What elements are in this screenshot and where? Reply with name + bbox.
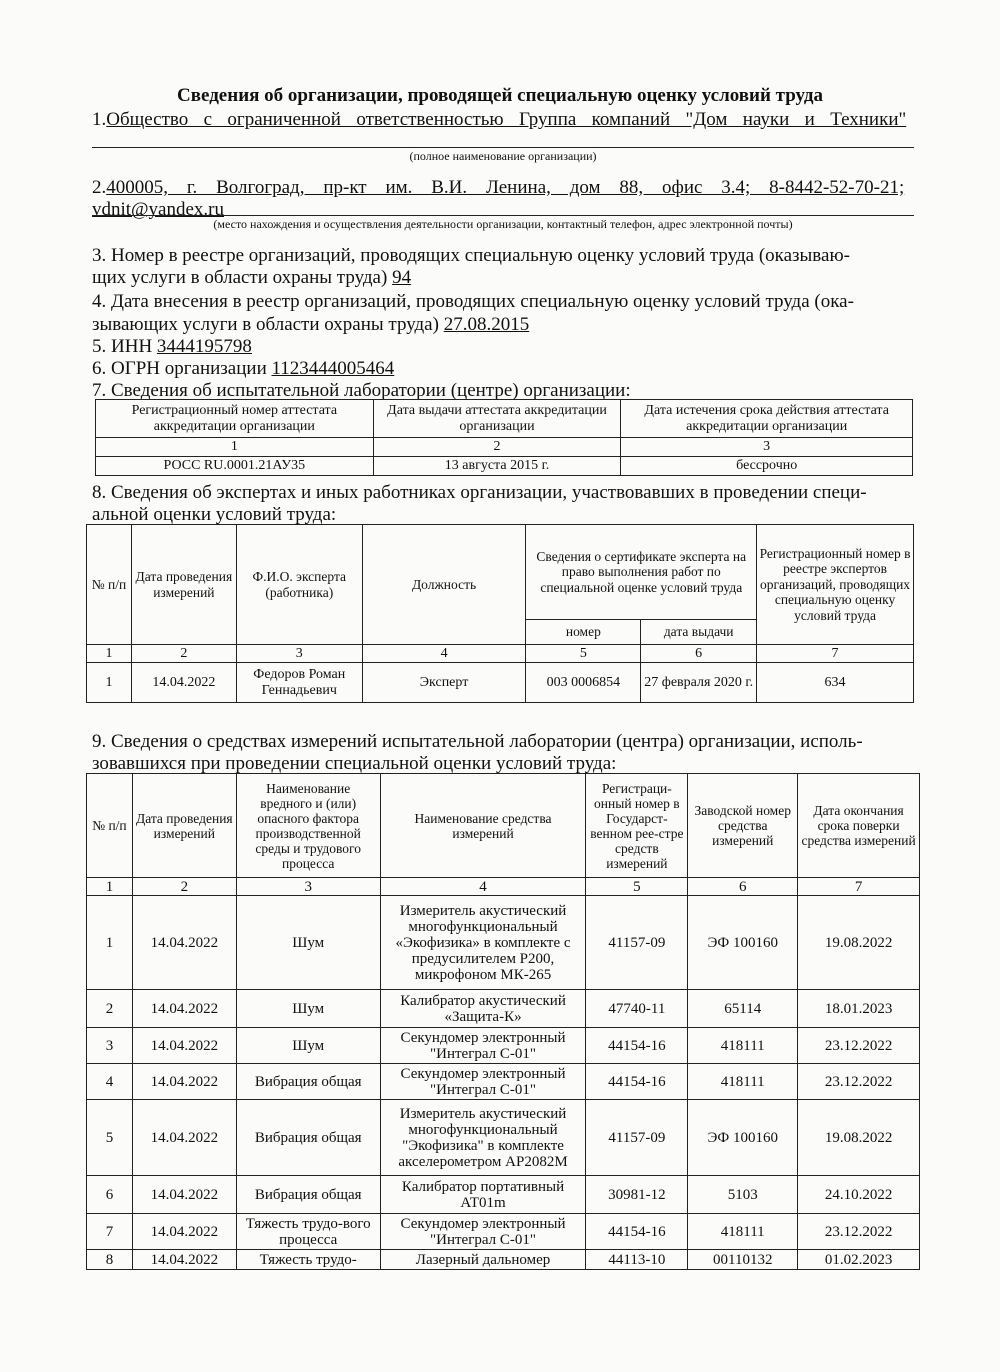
instr-cell: 47740-11 <box>586 990 688 1028</box>
instr-col-num: 6 <box>688 878 798 896</box>
expert-reg-number: 634 <box>757 663 914 703</box>
instr-cell: Тяжесть трудо-вого процесса <box>236 1214 380 1250</box>
instr-cell: 6 <box>87 1176 133 1214</box>
instr-cell: Секундомер электронный "Интеграл С-01" <box>380 1214 586 1250</box>
instr-col-num: 7 <box>798 878 920 896</box>
lab-col-num: 2 <box>373 438 621 457</box>
expert-num: 1 <box>87 663 132 703</box>
instr-cell: 5103 <box>688 1176 798 1214</box>
instr-cell: 23.12.2022 <box>798 1214 920 1250</box>
instr-col-num: 3 <box>236 878 380 896</box>
item-2-caption: (место нахождения и осуществления деятельности организации, контактный телефон, адрес электронной почты) <box>213 217 793 231</box>
experts-col-num: 1 <box>87 645 132 663</box>
instr-header-verify: Дата окончания срока поверки средства измерений <box>798 774 920 878</box>
experts-table <box>86 524 914 703</box>
instr-cell: 14.04.2022 <box>132 1028 236 1064</box>
item-1-underline <box>92 147 914 148</box>
registry-number: 94 <box>392 267 412 288</box>
instr-col-num: 1 <box>87 878 133 896</box>
experts-header-position: Должность <box>362 525 526 645</box>
lab-col-num: 1 <box>96 438 374 457</box>
instr-cell: 18.01.2023 <box>798 990 920 1028</box>
organization-name: Общество с ограниченной ответственностью Группа компаний "Дом науки и Техники" <box>106 109 907 130</box>
inn-value: 3444195798 <box>156 336 252 357</box>
item-1-caption: (полное наименование организации) <box>409 149 597 163</box>
item-6 <box>92 357 394 381</box>
registry-date: 27.08.2015 <box>443 314 530 335</box>
instr-cell: 19.08.2022 <box>798 896 920 990</box>
instr-cell: 8 <box>87 1250 133 1270</box>
ogrn-value: 1123444005464 <box>271 358 395 379</box>
lab-cert-number: РОСС RU.0001.21АУ35 <box>96 457 374 476</box>
instr-cell: 14.04.2022 <box>132 1214 236 1250</box>
instr-cell: 30981-12 <box>586 1176 688 1214</box>
instr-cell: Вибрация общая <box>236 1064 380 1100</box>
experts-col-num: 5 <box>526 645 641 663</box>
instr-cell: 41157-09 <box>586 896 688 990</box>
instr-cell: Шум <box>236 896 380 990</box>
lab-header-issue-date: Дата выдачи аттестата аккредитации организации <box>373 400 621 438</box>
instr-cell: 01.02.2023 <box>798 1250 920 1270</box>
instr-header-instrument: Наименование средства измерений <box>380 774 586 878</box>
instr-cell: Измеритель акустический многофункциональный «Экофизика» в комплекте с предусилителем Р200, микрофоном МК-265 <box>380 896 586 990</box>
instr-header-num: № п/п <box>87 774 133 878</box>
instr-cell: 14.04.2022 <box>132 896 236 990</box>
instr-cell: 00110132 <box>688 1250 798 1270</box>
item-4-line2 <box>92 313 529 337</box>
organization-email: vdnit@yandex.ru <box>92 199 224 220</box>
instr-col-num: 5 <box>586 878 688 896</box>
instr-cell: 418111 <box>688 1214 798 1250</box>
item-4-label: зывающих услуги в области охраны труда) <box>92 314 439 335</box>
lab-table <box>95 399 913 476</box>
instr-cell: 14.04.2022 <box>132 1176 236 1214</box>
expert-cert-date: 27 февраля 2020 г. <box>641 663 757 703</box>
expert-cert-number: 003 0006854 <box>526 663 641 703</box>
instr-cell: Шум <box>236 990 380 1028</box>
instr-col-num: 2 <box>132 878 236 896</box>
experts-col-num: 2 <box>131 645 236 663</box>
expert-fio: Федоров Роман Геннадьевич <box>236 663 362 703</box>
item-1 <box>92 108 914 132</box>
document-title: Сведения об организации, проводящей специальную оценку условий труда <box>177 85 823 106</box>
instr-cell: 14.04.2022 <box>132 1064 236 1100</box>
lab-header-expiry: Дата истечения срока действия аттестата аккредитации организации <box>621 400 913 438</box>
instr-cell: 23.12.2022 <box>798 1028 920 1064</box>
instr-cell: 44113-10 <box>586 1250 688 1270</box>
inn-label: 5. ИНН <box>92 336 153 357</box>
instr-cell: Измеритель акустический многофункциональный "Экофизика" в комплекте акселерометром АР2082М <box>380 1100 586 1176</box>
instr-cell: 418111 <box>688 1064 798 1100</box>
item-8-line1: 8. Сведения об экспертах и иных работниках организации, участвовавших в проведении специ- <box>92 482 867 503</box>
instr-cell: 65114 <box>688 990 798 1028</box>
item-7-label: 7. Сведения об испытательной лаборатории (центре) организации: <box>92 380 631 401</box>
item-3-line2 <box>92 266 411 290</box>
experts-header-fio: Ф.И.О. эксперта (работника) <box>236 525 362 645</box>
instr-cell: 4 <box>87 1064 133 1100</box>
organization-address: 400005, г. Волгоград, пр-кт им. В.И. Ленина, дом 88, офис 3.4; 8-8442-52-70-21; <box>106 177 905 198</box>
lab-expiry: бессрочно <box>621 457 913 476</box>
instr-cell: Вибрация общая <box>236 1100 380 1176</box>
item-2-underline <box>92 215 914 216</box>
instr-header-date: Дата проведения измерений <box>132 774 236 878</box>
experts-header-num: № п/п <box>87 525 132 645</box>
instr-cell: 24.10.2022 <box>798 1176 920 1214</box>
instr-cell: ЭФ 100160 <box>688 1100 798 1176</box>
experts-header-cert: Сведения о сертификате эксперта на право выполнения работ по специальной оценке условий труда <box>526 525 757 620</box>
instr-header-factor: Наименование вредного и (или) опасного фактора производственной среды и трудового процесса <box>236 774 380 878</box>
instr-cell: Секундомер электронный "Интеграл С-01" <box>380 1028 586 1064</box>
instr-cell: 2 <box>87 990 133 1028</box>
item-9-line1: 9. Сведения о средствах измерений испытательной лаборатории (центра) организации, исполь- <box>92 731 863 752</box>
instr-cell: Вибрация общая <box>236 1176 380 1214</box>
instr-header-serial: Заводской номер средства измерений <box>688 774 798 878</box>
instruments-table <box>86 773 920 1270</box>
instr-cell: 7 <box>87 1214 133 1250</box>
experts-header-date: Дата проведения измерений <box>131 525 236 645</box>
item-2-number: 2. <box>92 177 107 198</box>
expert-date: 14.04.2022 <box>131 663 236 703</box>
instr-cell: 44154-16 <box>586 1028 688 1064</box>
instr-cell: 23.12.2022 <box>798 1064 920 1100</box>
instr-cell: Секундомер электронный "Интеграл С-01" <box>380 1064 586 1100</box>
item-5 <box>92 335 252 359</box>
instr-cell: Тяжесть трудо- <box>236 1250 380 1270</box>
experts-col-num: 3 <box>236 645 362 663</box>
instr-cell: Калибратор акустический «Защита-К» <box>380 990 586 1028</box>
instr-cell: 19.08.2022 <box>798 1100 920 1176</box>
instr-cell: ЭФ 100160 <box>688 896 798 990</box>
ogrn-label: 6. ОГРН организации <box>92 358 267 379</box>
lab-issue-date: 13 августа 2015 г. <box>373 457 621 476</box>
instr-cell: 5 <box>87 1100 133 1176</box>
item-4-line1: 4. Дата внесения в реестр организаций, проводящих специальную оценку условий труда (ока- <box>92 291 854 312</box>
item-2-line1 <box>92 176 914 200</box>
experts-header-cert-num: номер <box>526 620 641 645</box>
experts-col-num: 6 <box>641 645 757 663</box>
instr-cell: 1 <box>87 896 133 990</box>
lab-col-num: 3 <box>621 438 913 457</box>
instr-cell: 14.04.2022 <box>132 990 236 1028</box>
instr-cell: 44154-16 <box>586 1064 688 1100</box>
instr-cell: 44154-16 <box>586 1214 688 1250</box>
item-1-number: 1. <box>92 109 107 130</box>
instr-cell: Шум <box>236 1028 380 1064</box>
instr-cell: 418111 <box>688 1028 798 1064</box>
instr-cell: 14.04.2022 <box>132 1250 236 1270</box>
experts-header-reg: Регистрационный номер в реестре экспертов организаций, проводящих специальную оценку условий труда <box>757 525 914 645</box>
experts-col-num: 4 <box>362 645 526 663</box>
instr-cell: 14.04.2022 <box>132 1100 236 1176</box>
instr-cell: Калибратор портативный АТ01m <box>380 1176 586 1214</box>
instr-col-num: 4 <box>380 878 586 896</box>
lab-header-cert-number: Регистрационный номер аттестата аккредитации организации <box>96 400 374 438</box>
item-9-line2: зовавшихся при проведении специальной оценки условий труда: <box>92 753 617 774</box>
experts-col-num: 7 <box>757 645 914 663</box>
item-8-line2: альной оценки условий труда: <box>92 504 337 525</box>
instr-cell: Лазерный дальномер <box>380 1250 586 1270</box>
instr-cell: 41157-09 <box>586 1100 688 1176</box>
experts-header-cert-date: дата выдачи <box>641 620 757 645</box>
expert-position: Эксперт <box>362 663 526 703</box>
item-3-label: щих услуги в области охраны труда) <box>92 267 388 288</box>
item-3-line1: 3. Номер в реестре организаций, проводящих специальную оценку условий труда (оказываю- <box>92 245 850 266</box>
instr-cell: 3 <box>87 1028 133 1064</box>
instr-header-reg: Регистраци-онный номер в Государст-венном рее-стре средств измерений <box>586 774 688 878</box>
